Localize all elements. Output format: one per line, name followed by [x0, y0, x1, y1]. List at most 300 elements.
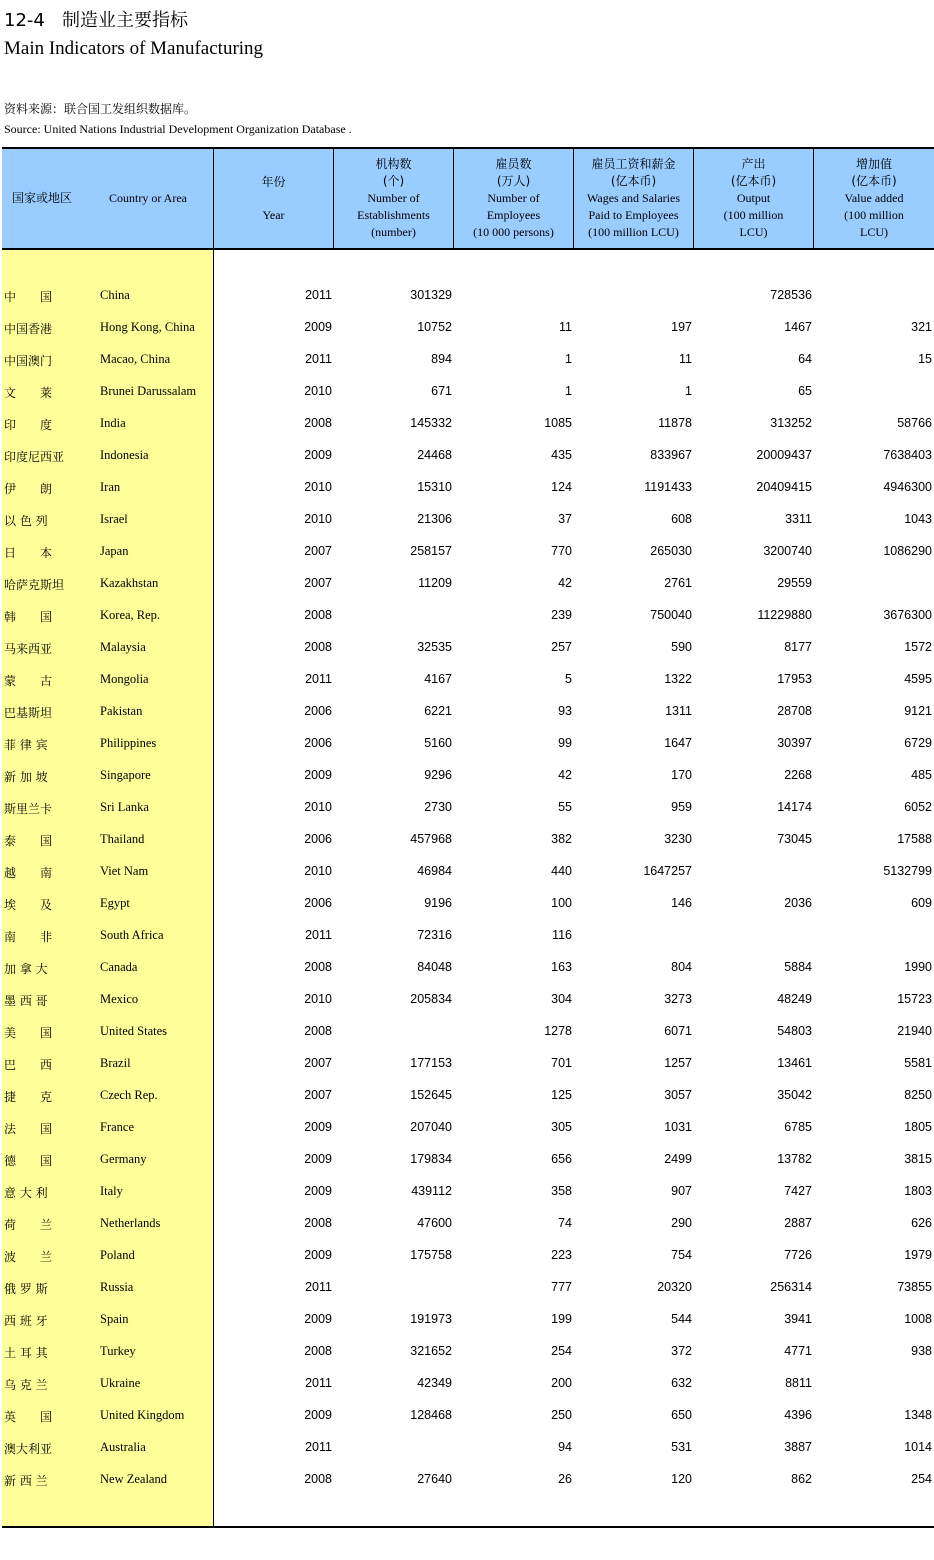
output-cell: 30397	[777, 736, 812, 750]
country-cn: 斯里兰卡	[4, 802, 53, 816]
value-added-cell: 8250	[904, 1088, 932, 1102]
employees-cell: 770	[551, 544, 572, 558]
output-cell: 54803	[777, 1024, 812, 1038]
employees-cell: 163	[551, 960, 572, 974]
output-cell: 3887	[784, 1440, 812, 1454]
establishments-cell: 258157	[410, 544, 452, 558]
establishments-cell: 457968	[410, 832, 452, 846]
wages-cell: 3273	[664, 992, 692, 1006]
header-wag-line: 雇员工资和薪金	[591, 157, 676, 171]
year-cell: 2007	[304, 576, 332, 590]
employees-cell: 239	[551, 608, 572, 622]
country-cn: 荷 兰	[4, 1218, 53, 1232]
wages-cell: 544	[671, 1312, 692, 1326]
header-est-line: Number of	[367, 191, 420, 205]
year-cell: 2009	[304, 1312, 332, 1326]
value-added-cell: 609	[911, 896, 932, 910]
table-row	[0, 768, 934, 800]
table-row	[0, 512, 934, 544]
header-wages	[574, 149, 693, 248]
year-cell: 2008	[304, 1216, 332, 1230]
establishments-cell: 894	[431, 352, 452, 366]
output-cell: 313252	[770, 416, 812, 430]
country-en: Russia	[100, 1280, 134, 1294]
year-cell: 2007	[304, 1056, 332, 1070]
wages-cell: 1647257	[643, 864, 692, 878]
country-cn: 巴基斯坦	[4, 706, 53, 720]
table-row	[0, 544, 934, 576]
value-added-cell: 1348	[904, 1408, 932, 1422]
value-added-cell: 4946300	[883, 480, 932, 494]
wages-cell: 608	[671, 512, 692, 526]
year-cell: 2011	[305, 928, 332, 942]
output-cell: 2268	[784, 768, 812, 782]
employees-cell: 42	[558, 768, 572, 782]
wages-cell: 11878	[658, 416, 692, 430]
establishments-cell: 72316	[417, 928, 452, 942]
country-en: Sri Lanka	[100, 800, 149, 814]
output-cell: 4771	[784, 1344, 812, 1358]
table-row	[0, 704, 934, 736]
employees-cell: 74	[558, 1216, 572, 1230]
table-row	[0, 416, 934, 448]
wages-cell: 833967	[650, 448, 692, 462]
table-row	[0, 960, 934, 992]
country-cn: 韩 国	[4, 610, 53, 624]
value-added-cell: 5581	[904, 1056, 932, 1070]
value-added-cell: 9121	[904, 704, 932, 718]
wages-cell: 2761	[664, 576, 692, 590]
country-cn: 德 国	[4, 1154, 53, 1168]
employees-cell: 5	[565, 672, 572, 686]
establishments-cell: 439112	[411, 1184, 452, 1198]
employees-cell: 223	[551, 1248, 572, 1262]
country-cn: 墨 西 哥	[4, 994, 48, 1008]
header-emp-line: Number of	[487, 191, 540, 205]
header-year	[214, 149, 333, 248]
year-cell: 2011	[305, 288, 332, 302]
table-row	[0, 1376, 934, 1408]
value-added-cell: 15723	[897, 992, 932, 1006]
value-added-cell: 58766	[897, 416, 932, 430]
country-en: South Africa	[100, 928, 164, 942]
table-bottom-rule	[2, 1526, 934, 1528]
output-cell: 48249	[777, 992, 812, 1006]
establishments-cell: 24468	[417, 448, 452, 462]
employees-cell: 199	[551, 1312, 572, 1326]
output-cell: 7427	[784, 1184, 812, 1198]
output-cell: 2887	[784, 1216, 812, 1230]
country-en: Malaysia	[100, 640, 146, 654]
table-row	[0, 1472, 934, 1504]
country-en: Japan	[100, 544, 129, 558]
value-added-cell: 1014	[904, 1440, 932, 1454]
employees-cell: 358	[551, 1184, 572, 1198]
year-cell: 2009	[304, 768, 332, 782]
country-en: Macao, China	[100, 352, 171, 366]
table-title-cn	[4, 6, 188, 32]
output-cell: 20009437	[756, 448, 812, 462]
header-wag-line: (亿本币)	[610, 174, 657, 188]
wages-cell: 1	[685, 384, 692, 398]
employees-cell: 93	[558, 704, 572, 718]
country-cn: 南 非	[4, 930, 53, 944]
year-cell: 2008	[304, 1024, 332, 1038]
output-cell: 256314	[770, 1280, 812, 1294]
country-en: China	[100, 288, 130, 302]
country-cn: 俄 罗 斯	[4, 1282, 48, 1296]
output-cell: 11229880	[757, 608, 812, 622]
country-en: Singapore	[100, 768, 151, 782]
country-en: Spain	[100, 1312, 129, 1326]
table-row	[0, 992, 934, 1024]
header-divider	[813, 147, 814, 248]
value-added-cell: 938	[911, 1344, 932, 1358]
employees-cell: 37	[558, 512, 572, 526]
header-value-added	[814, 149, 934, 248]
country-en: India	[100, 416, 126, 430]
header-divider	[573, 147, 574, 248]
table-row	[0, 832, 934, 864]
establishments-cell: 4167	[424, 672, 452, 686]
value-added-cell: 1803	[904, 1184, 932, 1198]
country-en: Brunei Darussalam	[100, 384, 197, 398]
year-cell: 2007	[304, 544, 332, 558]
source-en: Source: United Nations Industrial Development Organization Database .	[4, 122, 352, 136]
year-cell: 2008	[304, 416, 332, 430]
country-cn: 英 国	[4, 1410, 53, 1424]
country-cn: 西 班 牙	[4, 1314, 48, 1328]
establishments-cell: 671	[431, 384, 452, 398]
country-en: Hong Kong, China	[100, 320, 195, 334]
table-title-en: Main Indicators of Manufacturing	[4, 38, 264, 59]
value-added-cell: 7638403	[883, 448, 932, 462]
value-added-cell: 1043	[904, 512, 932, 526]
output-cell: 20409415	[756, 480, 812, 494]
year-cell: 2006	[304, 704, 332, 718]
employees-cell: 382	[551, 832, 572, 846]
header-out-line: (亿本币)	[730, 174, 777, 188]
establishments-cell: 152645	[410, 1088, 452, 1102]
table-row	[0, 640, 934, 672]
wages-cell: 1257	[664, 1056, 692, 1070]
employees-cell: 250	[551, 1408, 572, 1422]
year-cell: 2010	[304, 992, 332, 1006]
country-en: Philippines	[100, 736, 157, 750]
header-divider	[693, 147, 694, 248]
wages-cell: 1311	[665, 704, 692, 718]
employees-cell: 304	[551, 992, 572, 1006]
header-divider	[213, 147, 214, 248]
country-cn: 哈萨克斯坦	[4, 578, 65, 592]
country-cn: 法 国	[4, 1122, 53, 1136]
wages-cell: 11	[679, 352, 692, 366]
header-out-line: (100 million	[723, 208, 784, 222]
country-cn: 文 莱	[4, 386, 53, 400]
country-cn: 蒙 古	[4, 674, 53, 688]
year-cell: 2011	[305, 1440, 332, 1454]
value-added-cell: 1008	[904, 1312, 932, 1326]
country-cn: 马来西亚	[4, 642, 53, 656]
value-added-cell: 321	[911, 320, 932, 334]
country-en: Australia	[100, 1440, 146, 1454]
header-est-line: Establishments	[357, 208, 430, 222]
country-en: Israel	[100, 512, 128, 526]
output-cell: 3311	[785, 512, 812, 526]
value-added-cell: 21940	[897, 1024, 932, 1038]
output-cell: 862	[791, 1472, 812, 1486]
header-wag-line: Wages and Salaries	[587, 191, 680, 205]
country-en: Pakistan	[100, 704, 143, 718]
country-en: Kazakhstan	[100, 576, 159, 590]
country-en: Indonesia	[100, 448, 149, 462]
output-cell: 3941	[784, 1312, 812, 1326]
output-cell: 13782	[777, 1152, 812, 1166]
establishments-cell: 6221	[424, 704, 452, 718]
table-row	[0, 576, 934, 608]
output-cell: 17953	[777, 672, 812, 686]
establishments-cell: 32535	[417, 640, 452, 654]
wages-cell: 290	[671, 1216, 692, 1230]
source-cn: 资料来源：联合国工发组织数据库。	[4, 102, 197, 116]
table-row	[0, 288, 934, 320]
table-row	[0, 1408, 934, 1440]
employees-cell: 1085	[544, 416, 572, 430]
table-row	[0, 1120, 934, 1152]
year-cell: 2010	[304, 480, 332, 494]
value-added-cell: 15	[918, 352, 932, 366]
value-added-cell: 6729	[904, 736, 932, 750]
establishments-cell: 2730	[424, 800, 452, 814]
country-cn: 中国香港	[4, 322, 53, 336]
wages-cell: 959	[671, 800, 692, 814]
header-output	[694, 149, 813, 248]
output-cell: 73045	[777, 832, 812, 846]
output-cell: 6785	[784, 1120, 812, 1134]
year-cell: 2011	[305, 1376, 332, 1390]
employees-cell: 94	[558, 1440, 572, 1454]
year-cell: 2009	[304, 1408, 332, 1422]
header-country	[2, 149, 213, 248]
employees-cell: 26	[558, 1472, 572, 1486]
output-cell: 2036	[784, 896, 812, 910]
employees-cell: 124	[551, 480, 572, 494]
employees-cell: 99	[558, 736, 572, 750]
header-out-line: 产出	[741, 157, 766, 171]
header-val-line: (亿本币)	[851, 174, 897, 188]
table-row	[0, 1088, 934, 1120]
value-added-cell: 3815	[904, 1152, 932, 1166]
year-cell: 2010	[304, 384, 332, 398]
employees-cell: 1	[565, 384, 572, 398]
header-year-en: Year	[262, 207, 285, 222]
employees-cell: 305	[551, 1120, 572, 1134]
wages-cell: 590	[671, 640, 692, 654]
table-row	[0, 1184, 934, 1216]
table-row	[0, 352, 934, 384]
country-cn: 中国澳门	[4, 354, 53, 368]
year-cell: 2008	[304, 640, 332, 654]
value-added-cell: 1086290	[883, 544, 932, 558]
country-cn: 印度尼西亚	[4, 450, 65, 464]
header-emp-line: Employees	[486, 208, 541, 222]
header-out-line: LCU)	[739, 225, 768, 239]
establishments-cell: 5160	[424, 736, 452, 750]
year-cell: 2009	[304, 448, 332, 462]
country-cn: 新 加 坡	[4, 770, 48, 784]
header-val-line: (100 million	[844, 208, 904, 222]
wages-cell: 170	[671, 768, 692, 782]
year-cell: 2008	[304, 960, 332, 974]
employees-cell: 55	[558, 800, 572, 814]
country-cn: 菲 律 宾	[4, 738, 48, 752]
establishments-cell: 9196	[424, 896, 452, 910]
wages-cell: 197	[671, 320, 692, 334]
value-added-cell: 4595	[904, 672, 932, 686]
wages-cell: 632	[671, 1376, 692, 1390]
country-en: Iran	[100, 480, 121, 494]
output-cell: 1467	[784, 320, 812, 334]
header-val-line: LCU)	[860, 225, 888, 239]
header-year-cn: 年份	[261, 174, 286, 189]
employees-cell: 116	[552, 928, 572, 942]
employees-cell: 200	[551, 1376, 572, 1390]
employees-cell: 701	[551, 1056, 572, 1070]
wages-cell: 907	[671, 1184, 692, 1198]
year-cell: 2008	[304, 1344, 332, 1358]
wages-cell: 531	[671, 1440, 692, 1454]
wages-cell: 804	[671, 960, 692, 974]
table-title-cn-text: 制造业主要指标	[62, 10, 189, 31]
output-cell: 7726	[784, 1248, 812, 1262]
header-emp-line: 雇员数	[495, 157, 532, 171]
country-en: Canada	[100, 960, 138, 974]
country-cn: 越 南	[4, 866, 53, 880]
country-en: New Zealand	[100, 1472, 167, 1486]
wages-cell: 6071	[664, 1024, 692, 1038]
establishments-cell: 175758	[410, 1248, 452, 1262]
output-cell: 65	[798, 384, 812, 398]
year-cell: 2010	[304, 864, 332, 878]
establishments-cell: 15310	[417, 480, 452, 494]
year-cell: 2011	[305, 352, 332, 366]
output-cell: 13461	[777, 1056, 812, 1070]
table-row	[0, 1152, 934, 1184]
table-row	[0, 1216, 934, 1248]
table-row	[0, 672, 934, 704]
establishments-cell: 301329	[410, 288, 452, 302]
table-row	[0, 384, 934, 416]
wages-cell: 120	[671, 1472, 692, 1486]
table-row	[0, 896, 934, 928]
table-row	[0, 1440, 934, 1472]
country-cn: 以 色 列	[4, 514, 48, 528]
table-row	[0, 608, 934, 640]
year-cell: 2006	[304, 736, 332, 750]
country-en: Mongolia	[100, 672, 149, 686]
header-emp-line: (10 000 persons)	[473, 225, 554, 239]
wages-cell: 754	[671, 1248, 692, 1262]
country-cn: 意 大 利	[4, 1186, 48, 1200]
establishments-cell: 191973	[410, 1312, 452, 1326]
employees-cell: 656	[551, 1152, 572, 1166]
country-cn: 新 西 兰	[4, 1474, 48, 1488]
header-val-line: 增加值	[855, 157, 892, 171]
value-added-cell: 1979	[904, 1248, 932, 1262]
country-en: United States	[100, 1024, 168, 1038]
establishments-cell: 321652	[410, 1344, 452, 1358]
table-row	[0, 864, 934, 896]
wages-cell: 750040	[650, 608, 692, 622]
header-divider	[333, 147, 334, 248]
country-en: United Kingdom	[100, 1408, 185, 1422]
value-added-cell: 6052	[904, 800, 932, 814]
header-est-line: 机构数	[375, 157, 412, 171]
table-row	[0, 1056, 934, 1088]
country-cn: 加 拿 大	[4, 962, 48, 976]
output-cell: 35042	[777, 1088, 812, 1102]
employees-cell: 100	[551, 896, 572, 910]
country-en: Turkey	[100, 1344, 136, 1358]
header-divider	[453, 147, 454, 248]
year-cell: 2008	[304, 1472, 332, 1486]
country-en: Italy	[100, 1184, 123, 1198]
header-wag-line: (100 million LCU)	[588, 225, 679, 239]
table-row	[0, 1024, 934, 1056]
table-number: 12-4	[4, 10, 45, 31]
employees-cell: 11	[559, 320, 572, 334]
country-cn: 乌 克 兰	[4, 1378, 48, 1392]
year-cell: 2008	[304, 608, 332, 622]
employees-cell: 257	[551, 640, 572, 654]
output-cell: 29559	[777, 576, 812, 590]
wages-cell: 650	[671, 1408, 692, 1422]
value-added-cell: 1805	[904, 1120, 932, 1134]
country-en: Korea, Rep.	[100, 608, 161, 622]
country-cn: 印 度	[4, 418, 53, 432]
output-cell: 8811	[785, 1376, 812, 1390]
table-row	[0, 1344, 934, 1376]
year-cell: 2011	[305, 1280, 332, 1294]
output-cell: 4396	[784, 1408, 812, 1422]
output-cell: 8177	[784, 640, 812, 654]
country-cn: 捷 克	[4, 1090, 53, 1104]
header-establishments	[334, 149, 453, 248]
establishments-cell: 47600	[417, 1216, 452, 1230]
country-en: Ukraine	[100, 1376, 141, 1390]
value-added-cell: 1572	[904, 640, 932, 654]
wages-cell: 146	[671, 896, 692, 910]
employees-cell: 435	[551, 448, 572, 462]
establishments-cell: 27640	[417, 1472, 452, 1486]
year-cell: 2009	[304, 1152, 332, 1166]
year-cell: 2006	[304, 896, 332, 910]
country-cn: 波 兰	[4, 1250, 53, 1264]
country-cn: 埃 及	[4, 898, 53, 912]
wages-cell: 1191433	[644, 480, 692, 494]
country-en: Poland	[100, 1248, 135, 1262]
value-added-cell: 254	[911, 1472, 932, 1486]
table-row	[0, 928, 934, 960]
output-cell: 14174	[777, 800, 812, 814]
country-en: Thailand	[100, 832, 145, 846]
header-country-en: Country or Area	[109, 191, 187, 205]
year-cell: 2010	[304, 512, 332, 526]
value-added-cell: 3676300	[883, 608, 932, 622]
employees-cell: 1278	[544, 1024, 572, 1038]
establishments-cell: 207040	[410, 1120, 452, 1134]
country-en: Brazil	[100, 1056, 131, 1070]
